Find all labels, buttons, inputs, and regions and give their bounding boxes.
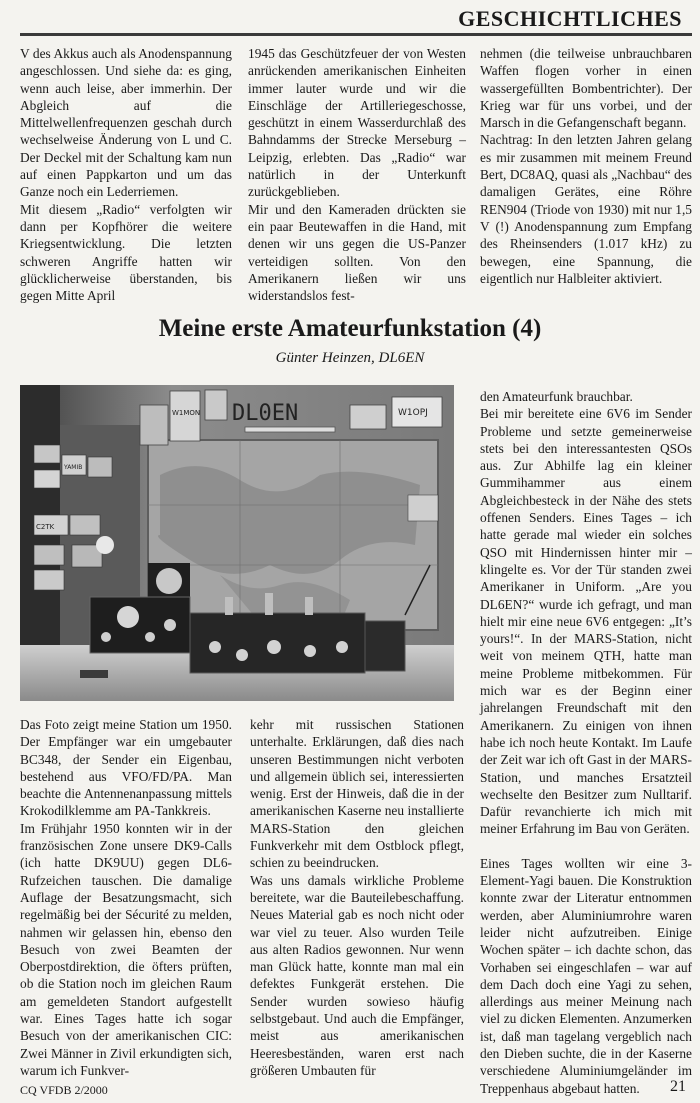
page-header bbox=[0, 0, 700, 40]
photo-qsl-card: YAMIB bbox=[64, 464, 83, 471]
station-photo-drawing bbox=[20, 385, 454, 701]
paragraph: Bei mir bereitete eine 6V6 im Sender Probleme und setzte gemeinerweise stets bei den interessantesten QSOs aus. Zur Abhilfe lag ein kleiner Gummihammer aus einem Abgleichbesteck in der Nähe des stets offenen Senders. Eines Tages – ich hatte gerade mal wieder ein solches QSO mit Hindernissen hinter mir – klingelte es. Vor der Tür standen zwei Amerikaner in Uniform. „Are you DL6EN?“ wurde ich gefragt, und man hielt mir eine neue 6V6 entgegen: „It’s yours!“. In der MARS-Station, nicht weit von meinem QTH, hatte man meine Probleme mitbekommen. Für mich war es der Beginn einer jahrelangen Freundschaft mit den Amerikanern. Zu einigen von ihnen habe ich noch heute Kontakt. Im Laufe der Zeit war ich oft Gast in der MARS-Station, und manches Ersatzteil wechselte den Besitzer zum Nulltarif. Dafür revanchierte ich mich mit meiner Erfahrung im Bau von Geräten. bbox=[480, 406, 692, 837]
paragraph: Nachtrag: In den letzten Jahren gelang es mir zusammen mit meinem Freund Bert, DC8AQ, quasi als „Nachbau“ des damaligen Gerätes, eine Röhre REN904 (Triode von 1930) mit nur 1,5 V (!) Anodenspannung zum Empfang des Rheinsenders (1.017 kHz) zu bewegen, eine Spannung, die eigentlich nur Halbleiter aktiviert. bbox=[480, 132, 692, 286]
paragraph: den Amateurfunk brauchbar. bbox=[480, 389, 633, 404]
section-title: GESCHICHTLICHES bbox=[452, 6, 688, 32]
bottom-column-2 bbox=[250, 716, 464, 1079]
paragraph: Mir und den Kameraden drückten sie ein paar Beutewaffen in die Hand, mit denen wir uns gegen die US-Panzer verteidigen sollten. Von den Amerikanern ließen wir uns widerstandslos fest- bbox=[248, 201, 466, 304]
photo-qsl-card: W1MON bbox=[172, 409, 201, 417]
bottom-column-1 bbox=[20, 716, 232, 1079]
article-byline: Günter Heinzen, DL6EN bbox=[275, 350, 425, 366]
top-column-1 bbox=[20, 45, 232, 304]
paragraph: 1945 das Geschützfeuer der von Westen anrückenden amerikanischen Einheiten immer lauter wurde und wir die Einschläge der Artilleriegeschosse, geschützt in einem Wasserdurchlaß des Bahndamms der Strecke Merseburg – Leipzig, erlebten. Das „Radio“ war natürlich in der Unterkunft zurückgeblieben. bbox=[248, 46, 466, 200]
page-number: 21 bbox=[670, 1078, 686, 1095]
right-column bbox=[480, 388, 692, 1097]
top-column-2 bbox=[248, 45, 466, 304]
paragraph: nehmen (die teilweise unbrauchbaren Waffen flogen vorher in einen wassergefüllten Bombentrichter). Der Krieg war für uns vorbei, und der Marsch in die Gefangenschaft begann. bbox=[480, 46, 692, 131]
photo-wall-sign: DL0EN bbox=[232, 401, 299, 426]
header-rule bbox=[20, 33, 692, 36]
top-column-3 bbox=[480, 45, 692, 287]
journal-footer: CQ VFDB 2/2000 bbox=[20, 1083, 108, 1097]
article-title: Meine erste Amateurfunkstation (4) bbox=[158, 315, 542, 342]
paragraph: V des Akkus auch als Anodenspannung angeschlossen. Und siehe da: es ging, wenn auch leise, aber immerhin. Der Abgleich auf die Mittelwellenfrequenzen geschah durch wechselweise Änderung von L und C. Der Deckel mit der Schaltung kam nun auf einen Pappkarton und um das Ganze noch ein Lederriemen. bbox=[20, 46, 232, 200]
paragraph: Eines Tages wollten wir eine 3-Element-Yagi bauen. Die Konstruktion konnte zwar der Literatur entnommen werden, aber Aluminiumrohre waren leider nicht aufzutreiben. Einige Wochen später – ich dachte schon, das Vorhaben sei eingeschlafen – war auf dem Dach doch eine Yagi zu sehen, allerdings aus meiner Meinung nach viel zu dicken Elementen. Anzumerken ist, daß man tagelang vergeblich nach den Dieben suchte, die in der Kaserne verschiedene Aluminiumgeländer im Treppenhaus abgebaut hatten. bbox=[480, 855, 692, 1096]
station-photo bbox=[20, 385, 454, 701]
paragraph: Mit diesem „Radio“ verfolgten wir dann per Kopfhörer die weitere Kriegsentwicklung. Die letzten schweren Angriffe hatten wir glücklicherweise überstanden, bis gegen Mitte April bbox=[20, 201, 232, 304]
photo-qsl-card: C2TK bbox=[36, 523, 55, 531]
photo-qsl-card: W1OPJ bbox=[398, 408, 428, 418]
paragraph: Was uns damals wirkliche Probleme bereitete, war die Bauteilebeschaffung. Neues Material gab es noch nicht oder war viel zu teuer. Also wurden Teile aus alten Radios gewonnen. Nur wenn man Glück hatte, konnte man mal ein defektes Funkgerät erstehen. Die Sender wurden sowieso häufig selbstgebaut. Und auch die Empfänger, meist aus amerikanischen Heeresbeständen, waren erst nach größeren Umbauten für bbox=[250, 872, 464, 1078]
paragraph: kehr mit russischen Stationen unterhalte. Erklärungen, daß dies nach unseren Bestimmungen nicht verboten und allgemein üblich sei, interessierten wenig. Erst der Hinweis, daß die in der amerikanischen Kaserne neu installierte MARS-Station den gleichen Funkverkehr mit dem Ostblock pflegt, schien zu beeindrucken. bbox=[250, 717, 464, 871]
paragraph: Im Frühjahr 1950 konnten wir in der französischen Zone unsere DK9-Calls (ich hatte DK9UU) gegen DL6-Rufzeichen tauschen. Die damalige Auflage der Besatzungsmacht, sich regelmäßig bei der Sécurité zu melden, nahmen wir gelassen hin, ebenso den Besuch von zwei Beamten der Oberpostdirektion, die öfters prüften, ob die Station noch im gleichen Raum am gemeldeten Standort aufgestellt war. Eines Tages hatte ich sogar Besuch von der amerikanischen CIC: Zwei Männer in Zivil erkundigten sich, warum ich Funkver- bbox=[20, 820, 232, 1078]
paragraph: Das Foto zeigt meine Station um 1950. Der Empfänger war ein umgebauter BC348, der Sender ein Eigenbau, bestehend aus VFO/FD/PA. Man beachte die Antennenanpassung mittels Krokodilklemme am PA-Tankkreis. bbox=[20, 717, 232, 819]
